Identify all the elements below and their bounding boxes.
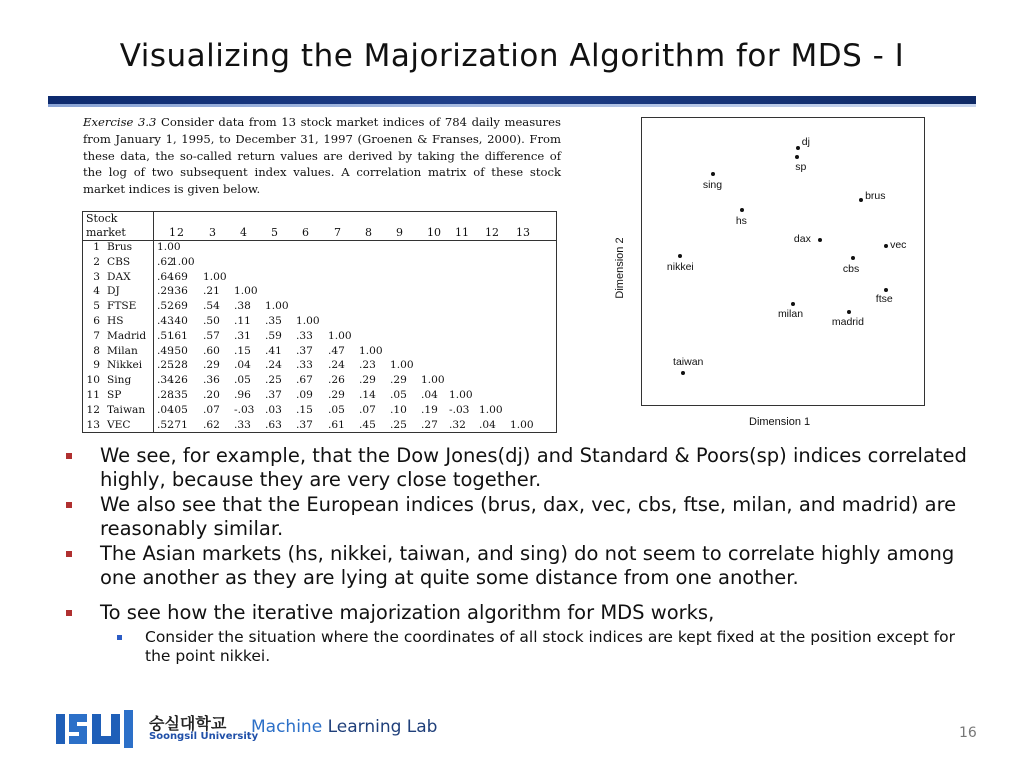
table-column-header: 6 xyxy=(302,226,309,239)
table-cell: .21 xyxy=(203,285,220,298)
table-row-name: Nikkei xyxy=(107,359,143,372)
table-cell: .33 xyxy=(234,418,251,431)
table-cell: .61 xyxy=(328,418,345,431)
table-column-header: 7 xyxy=(334,226,341,239)
table-row-index: 12 xyxy=(86,403,100,416)
table-cell: .57 xyxy=(203,329,220,342)
bullet-item xyxy=(60,493,970,540)
table-cell: .05 xyxy=(390,389,407,401)
table-cell: 1.00 xyxy=(203,270,227,283)
scatter-point-label: brus xyxy=(865,189,886,202)
sub-bullet-marker xyxy=(117,635,122,640)
table-cell: .29 xyxy=(328,389,345,401)
table-column-header: 1 xyxy=(169,226,176,239)
table-cell: .52 xyxy=(157,418,174,431)
table-cell: 1.00 xyxy=(234,285,258,298)
bullet-item xyxy=(60,542,970,589)
table-cell: .07 xyxy=(203,403,220,416)
table-cell: .50 xyxy=(171,344,188,357)
table-cell: .51 xyxy=(157,329,174,342)
table-row-name: Sing xyxy=(107,374,132,387)
bullet-text: To see how the iterative majorization algorithm for MDS works, xyxy=(100,601,715,624)
table-row-name: HS xyxy=(107,315,124,327)
scatter-point xyxy=(818,238,822,242)
table-row-index: 9 xyxy=(93,359,100,372)
table-cell: .40 xyxy=(171,315,188,327)
exercise-text xyxy=(83,114,561,198)
bullet-marker xyxy=(66,502,72,508)
table-cell: 1.00 xyxy=(390,359,414,372)
scatter-point-label: nikkei xyxy=(666,261,694,273)
title-divider xyxy=(48,96,976,104)
table-cell: .26 xyxy=(328,374,345,387)
scatter-point xyxy=(859,198,863,202)
table-cell: .69 xyxy=(171,270,188,283)
exercise-body: Consider data from 13 stock market indices of 784 daily measures from January 1, 1995, to December 31, 1997 (Groenen & Franses, 2000). From these data, the so-called return values are derived by taking the difference of the log of two subsequent index values. A correlation matrix of these stock market indices is given below. xyxy=(83,115,561,197)
table-cell: 1.00 xyxy=(479,403,503,416)
table-cell: .25 xyxy=(157,359,174,372)
table-column-header: 8 xyxy=(365,226,372,239)
table-row-name: Milan xyxy=(107,344,138,357)
table-cell: .28 xyxy=(171,359,188,372)
table-cell: 1.00 xyxy=(421,374,445,387)
scatter-point-label: hs xyxy=(735,215,747,228)
table-cell: .05 xyxy=(328,403,345,416)
table-header-market: market xyxy=(86,226,126,239)
table-cell: .24 xyxy=(328,359,345,372)
table-cell: .09 xyxy=(296,389,313,401)
bullet-text: We see, for example, that the Dow Jones(dj) and Standard & Poors(sp) indices correlated highly, because they are very close together. xyxy=(100,444,967,491)
table-cell: 1.00 xyxy=(449,389,473,401)
table-column-header: 10 xyxy=(427,226,441,239)
table-cell: .19 xyxy=(421,403,438,416)
table-cell: .63 xyxy=(265,418,282,431)
scatter-point xyxy=(851,256,855,260)
table-cell: .29 xyxy=(203,359,220,372)
table-cell: 1.00 xyxy=(157,241,181,253)
bullet-item xyxy=(60,444,970,491)
table-row-name: DJ xyxy=(107,285,120,298)
table-cell: .36 xyxy=(171,285,188,298)
scatter-point-label: sing xyxy=(702,178,723,191)
table-cell: .43 xyxy=(157,315,174,327)
table-cell: .52 xyxy=(157,300,174,313)
table-cell: .60 xyxy=(203,344,220,357)
table-row-name: SP xyxy=(107,389,122,401)
table-cell: -.03 xyxy=(449,403,470,416)
university-name-english: Soongsil University xyxy=(149,731,259,742)
table-cell: .32 xyxy=(449,418,466,431)
table-cell: .38 xyxy=(234,300,251,313)
table-cell: .31 xyxy=(234,329,251,342)
table-row-index: 3 xyxy=(93,270,100,283)
table-row-name: Taiwan xyxy=(107,403,146,416)
table-cell: .05 xyxy=(171,403,188,416)
table-cell: 1.00 xyxy=(510,418,534,431)
table-row-name: VEC xyxy=(107,418,131,431)
scatter-point xyxy=(740,208,744,212)
table-cell: .41 xyxy=(265,344,282,357)
lab-name xyxy=(251,717,437,737)
scatter-point-label: ftse xyxy=(875,293,893,306)
table-column-header: 12 xyxy=(485,226,499,239)
slide-title: Visualizing the Majorization Algorithm for MDS - I xyxy=(119,38,905,74)
scatter-point-label: dj xyxy=(801,135,810,148)
sub-bullet-item xyxy=(60,628,970,667)
table-cell: .54 xyxy=(203,300,220,313)
scatter-point-label: vec xyxy=(890,238,907,251)
table-cell: .23 xyxy=(359,359,376,372)
scatter-point-label: sp xyxy=(795,160,807,173)
page-number: 16 xyxy=(959,725,977,741)
table-column-header: 9 xyxy=(396,226,403,239)
table-cell: -.03 xyxy=(234,403,255,416)
table-row-name: Madrid xyxy=(107,329,147,342)
table-cell: .29 xyxy=(157,285,174,298)
bullet-marker xyxy=(66,610,72,616)
table-column-header: 11 xyxy=(455,226,469,239)
y-axis-label: Dimension 2 xyxy=(614,237,626,299)
table-cell: .50 xyxy=(203,315,220,327)
table-column-header: 2 xyxy=(177,226,184,239)
table-row-index: 10 xyxy=(86,374,100,387)
scatter-point-label: cbs xyxy=(842,263,860,276)
table-cell: .15 xyxy=(296,403,313,416)
scatter-point xyxy=(796,146,800,150)
university-name-korean: 숭실대학교 xyxy=(149,714,227,733)
title-divider-shadow xyxy=(48,104,976,107)
university-logo-icon xyxy=(56,708,146,750)
table-cell: .67 xyxy=(296,374,313,387)
table-row-index: 1 xyxy=(93,241,100,253)
scatter-point xyxy=(847,310,851,314)
table-row-name: Brus xyxy=(107,241,133,253)
table-cell: .61 xyxy=(171,329,188,342)
table-cell: .04 xyxy=(234,359,251,372)
table-cell: 1.00 xyxy=(265,300,289,313)
table-cell: .11 xyxy=(234,315,251,327)
table-row-index: 7 xyxy=(93,329,100,342)
bullet-text: The Asian markets (hs, nikkei, taiwan, and sing) do not seem to correlate highly among one another as they are lying at quite some distance from one another. xyxy=(100,542,955,589)
scatter-point-label: madrid xyxy=(831,316,864,329)
scatter-point-label: dax xyxy=(793,233,811,246)
table-cell: .04 xyxy=(421,389,438,401)
table-cell: .25 xyxy=(390,418,407,431)
scatter-point-label: milan xyxy=(777,307,804,320)
table-cell: .05 xyxy=(234,374,251,387)
table-cell: .33 xyxy=(296,359,313,372)
table-cell: .35 xyxy=(171,389,188,401)
sub-bullet-text: Consider the situation where the coordinates of all stock indices are kept fixed at the position except for the point nikkei. xyxy=(145,627,955,665)
table-row-name: FTSE xyxy=(107,300,137,313)
table-cell: .35 xyxy=(265,315,282,327)
table-cell: .15 xyxy=(234,344,251,357)
table-cell: .96 xyxy=(234,389,251,401)
table-cell: .34 xyxy=(157,374,174,387)
table-row-index: 8 xyxy=(93,344,100,357)
table-cell: .45 xyxy=(359,418,376,431)
table-row-index: 11 xyxy=(86,389,100,401)
table-row-name: DAX xyxy=(107,270,131,283)
table-cell: .64 xyxy=(157,270,174,283)
table-cell: .25 xyxy=(265,374,282,387)
table-cell: .27 xyxy=(421,418,438,431)
table-column-header: 3 xyxy=(209,226,216,239)
table-cell: .37 xyxy=(296,418,313,431)
bullet-marker xyxy=(66,551,72,557)
x-axis-label: Dimension 1 xyxy=(749,416,811,428)
table-header-stock: Stock xyxy=(86,212,118,225)
table-row-index: 2 xyxy=(93,255,100,268)
table-row-index: 5 xyxy=(93,300,100,313)
table-cell: .33 xyxy=(296,329,313,342)
table-cell: .59 xyxy=(265,329,282,342)
table-cell: .62 xyxy=(157,255,174,268)
table-cell: .14 xyxy=(359,389,376,401)
table-row-index: 13 xyxy=(86,418,100,431)
table-cell: 1.00 xyxy=(171,255,195,268)
table-cell: .49 xyxy=(157,344,174,357)
table-cell: .26 xyxy=(171,374,188,387)
lab-name-part1: Machine xyxy=(251,717,323,737)
table-cell: 1.00 xyxy=(328,329,352,342)
table-column-header: 4 xyxy=(240,226,247,239)
table-row-index: 4 xyxy=(93,285,100,298)
bullet-marker xyxy=(66,453,72,459)
exercise-label: Exercise 3.3 xyxy=(83,115,157,129)
table-cell: .04 xyxy=(479,418,496,431)
table-column-header: 5 xyxy=(271,226,278,239)
table-cell: .36 xyxy=(203,374,220,387)
table-cell: .03 xyxy=(265,403,282,416)
table-cell: .07 xyxy=(359,403,376,416)
table-cell: .71 xyxy=(171,418,188,431)
table-cell: .37 xyxy=(265,389,282,401)
table-cell: .20 xyxy=(203,389,220,401)
table-row-index: 6 xyxy=(93,315,100,327)
table-cell: 1.00 xyxy=(359,344,383,357)
table-cell: .29 xyxy=(390,374,407,387)
table-cell: .69 xyxy=(171,300,188,313)
table-cell: .04 xyxy=(157,403,174,416)
scatter-point xyxy=(678,254,682,258)
scatter-point xyxy=(884,244,888,248)
table-cell: .10 xyxy=(390,403,407,416)
bullet-text: We also see that the European indices (brus, dax, vec, cbs, ftse, milan, and madrid) are reasonably similar. xyxy=(100,493,957,540)
table-cell: .47 xyxy=(328,344,345,357)
table-cell: 1.00 xyxy=(296,315,320,327)
bullet-list xyxy=(60,444,970,667)
scatter-point xyxy=(711,172,715,176)
scatter-point xyxy=(884,288,888,292)
table-cell: .24 xyxy=(265,359,282,372)
table-column-header: 13 xyxy=(516,226,530,239)
table-cell: .62 xyxy=(203,418,220,431)
correlation-table-divider xyxy=(153,211,154,433)
table-cell: .28 xyxy=(157,389,174,401)
table-cell: .29 xyxy=(359,374,376,387)
scatter-point xyxy=(791,302,795,306)
scatter-point-label: taiwan xyxy=(673,356,704,369)
table-row-name: CBS xyxy=(107,255,131,268)
lab-name-part2: Learning Lab xyxy=(327,717,438,737)
bullet-item xyxy=(60,601,970,625)
table-cell: .37 xyxy=(296,344,313,357)
